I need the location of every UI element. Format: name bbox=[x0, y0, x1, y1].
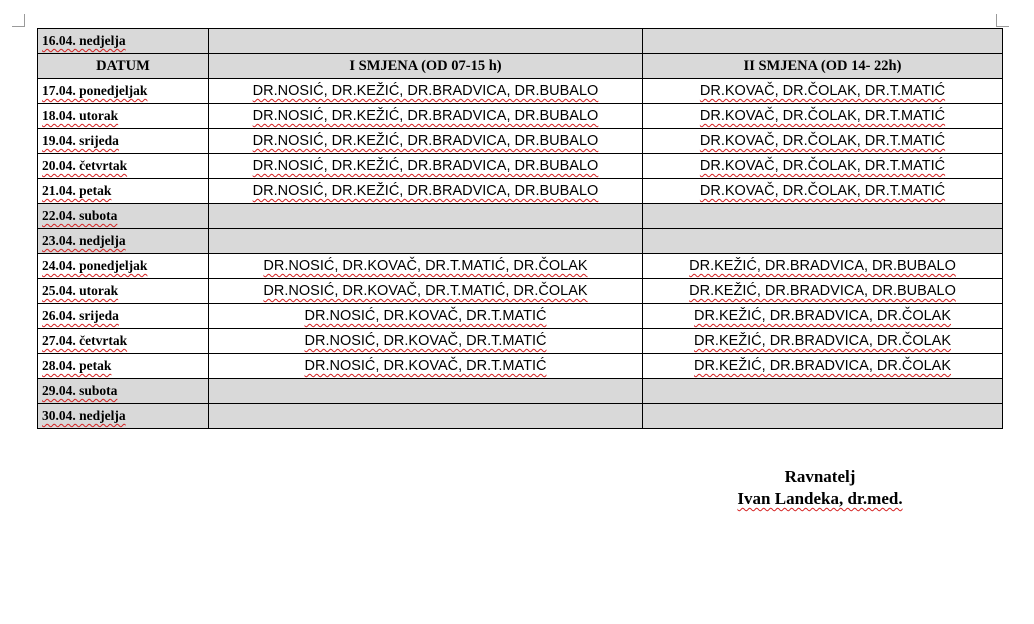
shift1-cell[interactable]: DR.NOSIĆ, DR.KOVAČ, DR.T.MATIĆ bbox=[209, 329, 643, 354]
date-cell[interactable]: 24.04. ponedjeljak bbox=[38, 254, 209, 279]
date-cell[interactable]: 23.04. nedjelja bbox=[38, 229, 209, 254]
table-row bbox=[38, 79, 1003, 104]
shift1-cell[interactable] bbox=[209, 379, 643, 404]
shift2-cell[interactable]: DR.KEŽIĆ, DR.BRADVICA, DR.ČOLAK bbox=[643, 304, 1003, 329]
signature-name: Ivan Landeka, dr.med. bbox=[737, 489, 903, 508]
shift2-cell[interactable] bbox=[643, 404, 1003, 429]
table-row bbox=[38, 154, 1003, 179]
shift1-cell[interactable] bbox=[209, 404, 643, 429]
date-cell[interactable]: 19.04. srijeda bbox=[38, 129, 209, 154]
shift1-cell[interactable]: DR.NOSIĆ, DR.KEŽIĆ, DR.BRADVICA, DR.BUBALO bbox=[209, 129, 643, 154]
date-cell[interactable]: 18.04. utorak bbox=[38, 104, 209, 129]
date-cell[interactable]: 22.04. subota bbox=[38, 204, 209, 229]
shift2-cell[interactable]: DR.KOVAČ, DR.ČOLAK, DR.T.MATIĆ bbox=[643, 129, 1003, 154]
shift1-cell[interactable]: DR.NOSIĆ, DR.KEŽIĆ, DR.BRADVICA, DR.BUBALO bbox=[209, 104, 643, 129]
header-shift1[interactable]: I SMJENA (OD 07-15 h) bbox=[209, 54, 643, 79]
shift2-cell[interactable] bbox=[643, 229, 1003, 254]
header-date[interactable]: DATUM bbox=[38, 54, 209, 79]
shift2-cell[interactable] bbox=[643, 204, 1003, 229]
shift1-cell[interactable]: DR.NOSIĆ, DR.KOVAČ, DR.T.MATIĆ bbox=[209, 304, 643, 329]
shift1-cell[interactable]: DR.NOSIĆ, DR.KOVAČ, DR.T.MATIĆ, DR.ČOLAK bbox=[209, 254, 643, 279]
shift2-cell[interactable]: DR.KEŽIĆ, DR.BRADVICA, DR.BUBALO bbox=[643, 279, 1003, 304]
table-row bbox=[38, 104, 1003, 129]
signature-block bbox=[700, 466, 940, 510]
table-row bbox=[38, 354, 1003, 379]
date-cell[interactable]: 20.04. četvrtak bbox=[38, 154, 209, 179]
shift2-cell[interactable]: DR.KEŽIĆ, DR.BRADVICA, DR.ČOLAK bbox=[643, 354, 1003, 379]
shift1-cell[interactable]: DR.NOSIĆ, DR.KEŽIĆ, DR.BRADVICA, DR.BUBALO bbox=[209, 179, 643, 204]
shift1-cell[interactable] bbox=[209, 29, 643, 54]
shift2-cell[interactable]: DR.KOVAČ, DR.ČOLAK, DR.T.MATIĆ bbox=[643, 79, 1003, 104]
page-corner-mark-right bbox=[996, 14, 1009, 27]
table-row bbox=[38, 254, 1003, 279]
date-cell[interactable]: 21.04. petak bbox=[38, 179, 209, 204]
page-corner-mark-left bbox=[12, 14, 25, 27]
shift2-cell[interactable]: DR.KEŽIĆ, DR.BRADVICA, DR.ČOLAK bbox=[643, 329, 1003, 354]
table-row bbox=[38, 129, 1003, 154]
table-header-row bbox=[38, 54, 1003, 79]
header-shift2[interactable]: II SMJENA (OD 14- 22h) bbox=[643, 54, 1003, 79]
shift2-cell[interactable] bbox=[643, 29, 1003, 54]
date-cell[interactable]: 26.04. srijeda bbox=[38, 304, 209, 329]
date-cell[interactable]: 28.04. petak bbox=[38, 354, 209, 379]
shift2-cell[interactable]: DR.KOVAČ, DR.ČOLAK, DR.T.MATIĆ bbox=[643, 104, 1003, 129]
date-cell[interactable]: 30.04. nedjelja bbox=[38, 404, 209, 429]
table-row bbox=[38, 204, 1003, 229]
shift2-cell[interactable]: DR.KOVAČ, DR.ČOLAK, DR.T.MATIĆ bbox=[643, 179, 1003, 204]
table-row bbox=[38, 304, 1003, 329]
table-row bbox=[38, 279, 1003, 304]
table-row bbox=[38, 329, 1003, 354]
shift1-cell[interactable]: DR.NOSIĆ, DR.KEŽIĆ, DR.BRADVICA, DR.BUBALO bbox=[209, 154, 643, 179]
shift1-cell[interactable] bbox=[209, 229, 643, 254]
table-row bbox=[38, 179, 1003, 204]
date-cell[interactable]: 16.04. nedjelja bbox=[38, 29, 209, 54]
date-cell[interactable]: 29.04. subota bbox=[38, 379, 209, 404]
shift1-cell[interactable]: DR.NOSIĆ, DR.KOVAČ, DR.T.MATIĆ, DR.ČOLAK bbox=[209, 279, 643, 304]
date-cell[interactable]: 25.04. utorak bbox=[38, 279, 209, 304]
table-row bbox=[38, 229, 1003, 254]
table-row bbox=[38, 404, 1003, 429]
table-row bbox=[38, 29, 1003, 54]
shift2-cell[interactable]: DR.KOVAČ, DR.ČOLAK, DR.T.MATIĆ bbox=[643, 154, 1003, 179]
table-row bbox=[38, 379, 1003, 404]
date-cell[interactable]: 27.04. četvrtak bbox=[38, 329, 209, 354]
shift1-cell[interactable] bbox=[209, 204, 643, 229]
signature-title: Ravnatelj bbox=[784, 467, 856, 486]
date-cell[interactable]: 17.04. ponedjeljak bbox=[38, 79, 209, 104]
shift1-cell[interactable]: DR.NOSIĆ, DR.KOVAČ, DR.T.MATIĆ bbox=[209, 354, 643, 379]
shift1-cell[interactable]: DR.NOSIĆ, DR.KEŽIĆ, DR.BRADVICA, DR.BUBALO bbox=[209, 79, 643, 104]
shift-schedule-table bbox=[37, 28, 1003, 429]
shift2-cell[interactable]: DR.KEŽIĆ, DR.BRADVICA, DR.BUBALO bbox=[643, 254, 1003, 279]
shift2-cell[interactable] bbox=[643, 379, 1003, 404]
